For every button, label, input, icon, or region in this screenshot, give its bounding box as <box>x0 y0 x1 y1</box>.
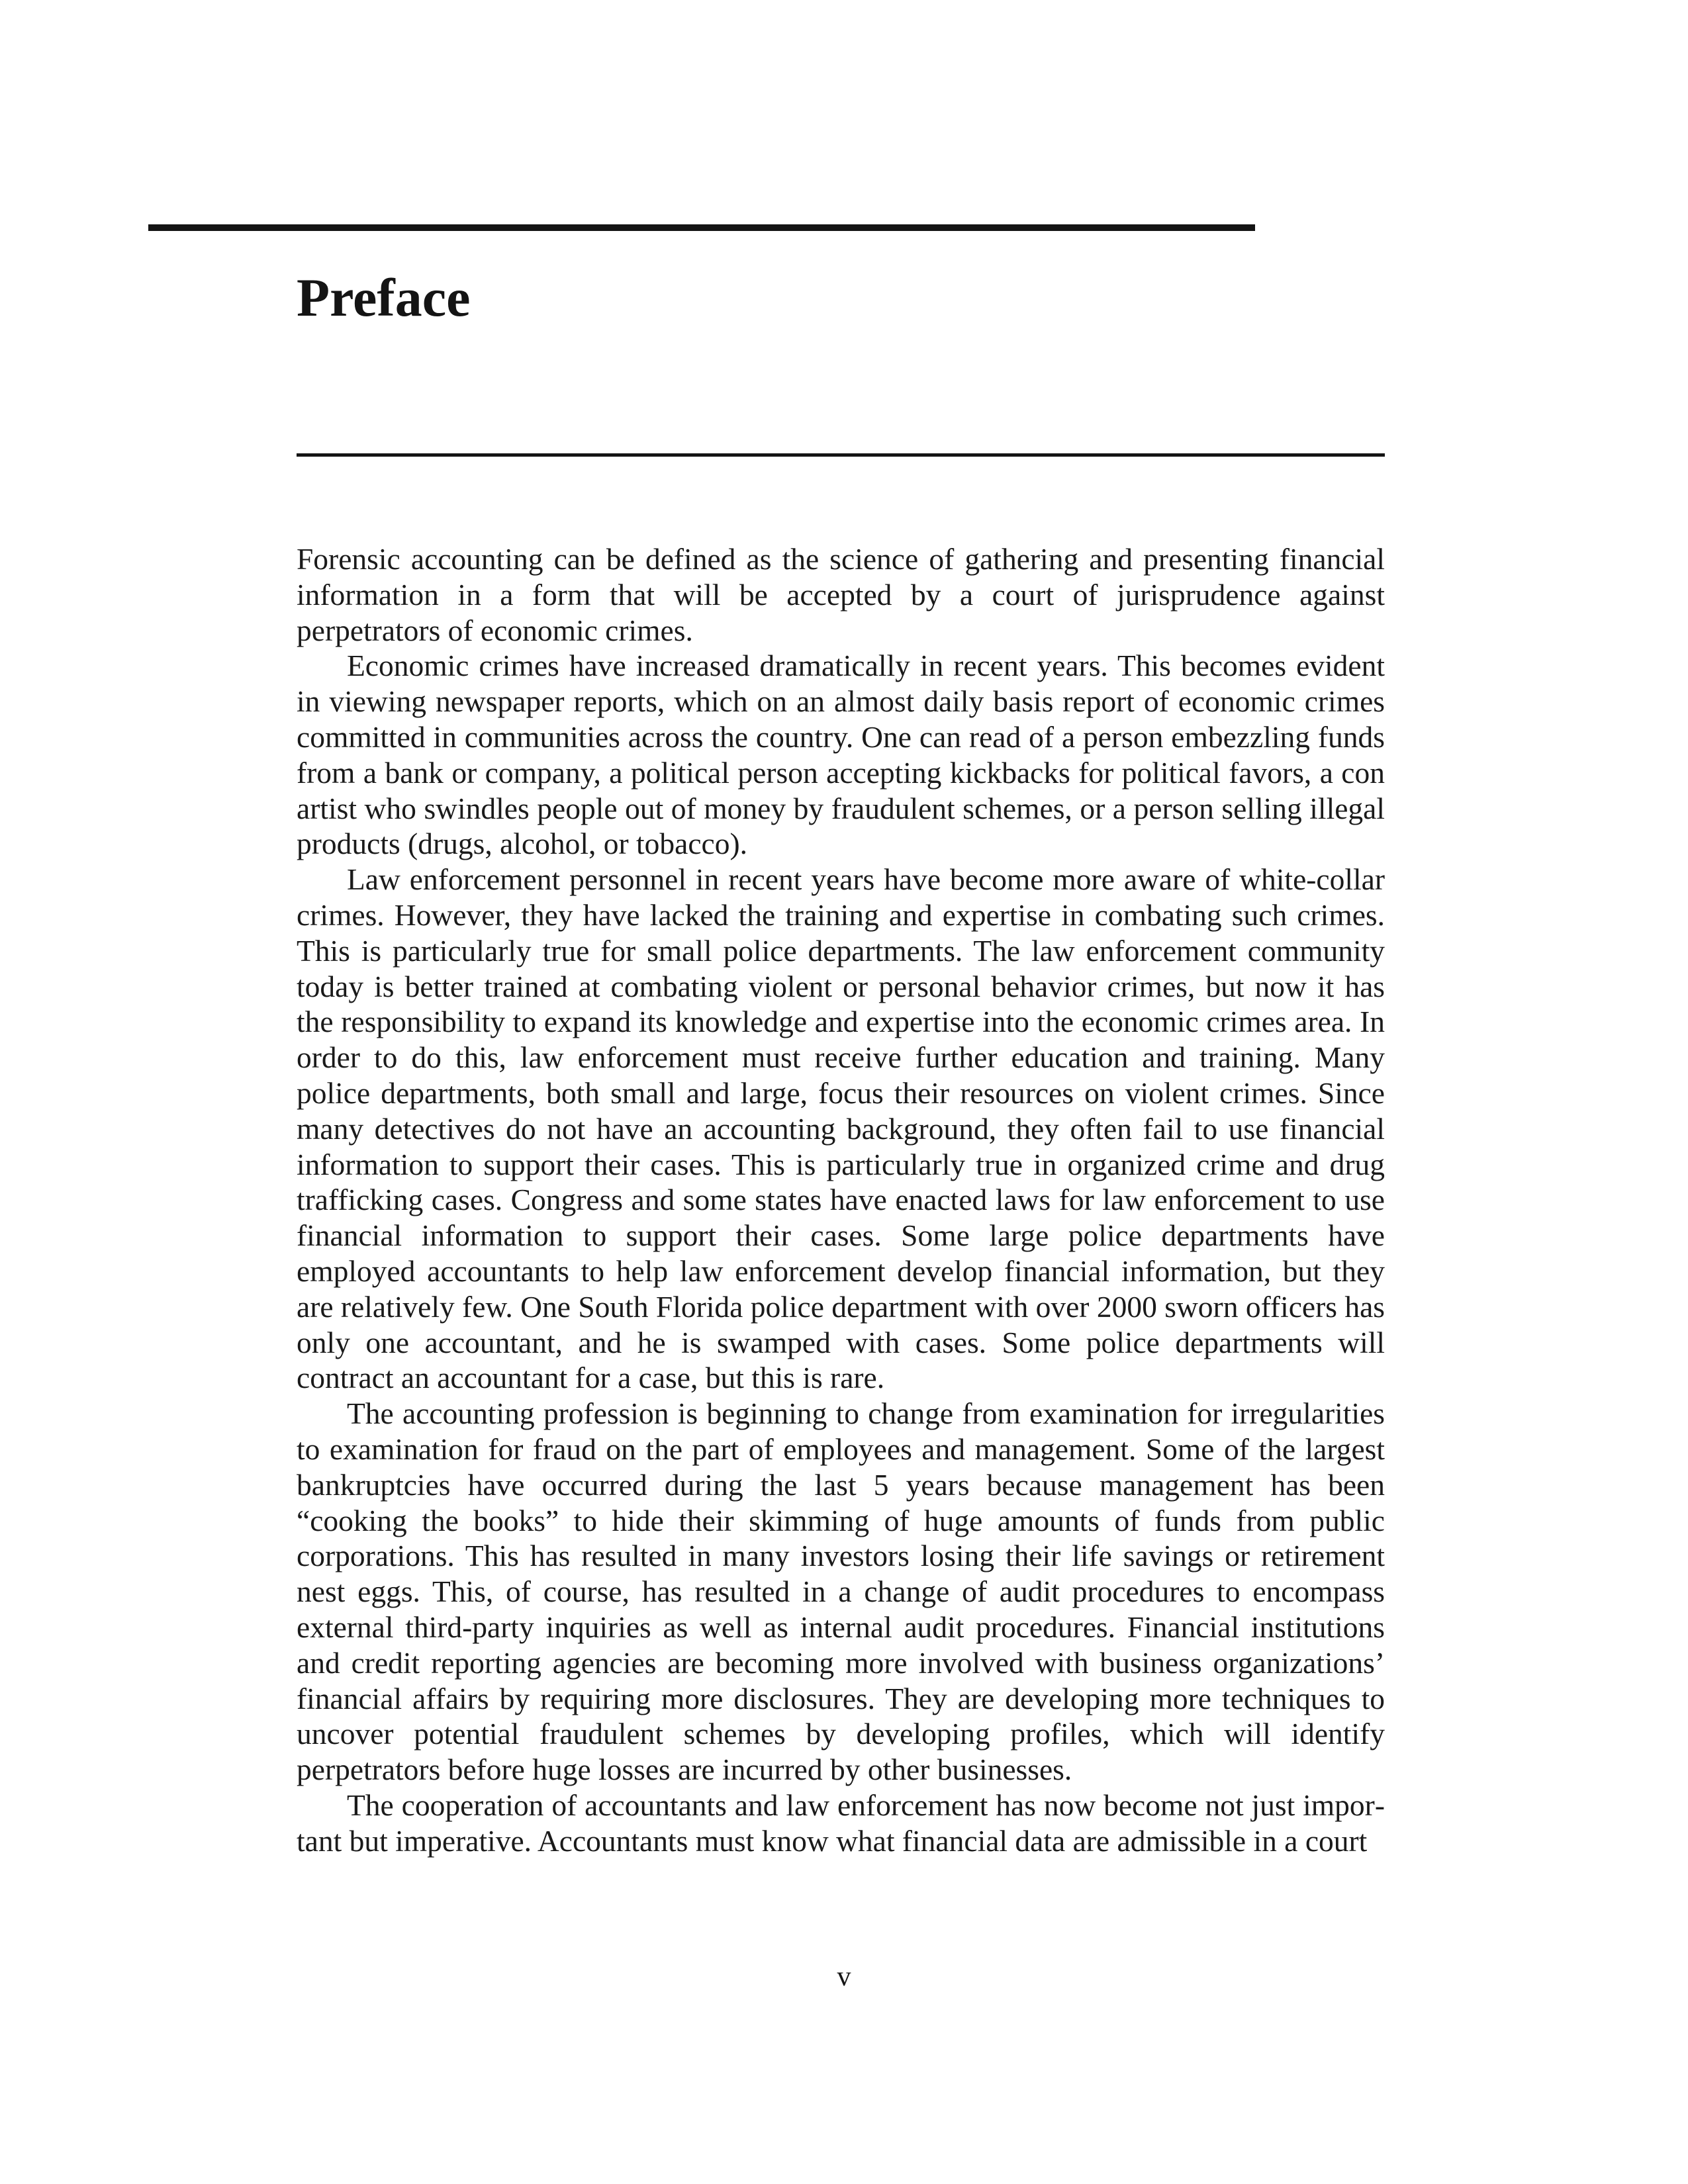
page-number: v <box>837 1962 851 1992</box>
paragraph-economic-crimes: Economic crimes have increased dramatically in recent years. This becomes evident in viewing newspaper reports, which on an almost daily basis report of economic crimes committed in communities across the country. One can read of a person embezzling funds from a bank or company, a political person accepting kickbacks for political favors, a con artist who swindles people out of money by fraudulent schemes, or a person selling illegal products (drugs, alcohol, or tobacco). <box>297 649 1385 861</box>
top-rule <box>148 224 1255 231</box>
paragraph-accounting-profession: The accounting profession is beginning to change from examination for irregularities to examination for fraud on the part of employees and management. Some of the largest bankruptcies have occurred during the last 5 years because management has been “cooking the books” to hide their skimming of huge amounts of funds from public corporations. This has resulted in many investors losing their life savings or retirement nest eggs. This, of course, has resulted in a change of audit procedures to encompass external third-party inquiries as well as internal audit procedures. Financial institutions and credit reporting agencies are becoming more involved with business organizations’ financial affairs by requiring more disclosures. They are developing more techniques to uncover potential fraudulent schemes by developing profiles, which will identify perpetrators before huge losses are incurred by other businesses. <box>297 1396 1385 1787</box>
chapter-title: Preface <box>297 267 471 328</box>
paragraph-definition: Forensic accounting can be defined as the science of gathering and presenting financial information in a form that will be accepted by a court of jurisprudence against perpetrators of economic crimes. <box>297 542 1385 647</box>
title-rule <box>297 453 1385 457</box>
paragraph-law-enforcement: Law enforcement personnel in recent years have become more aware of white-collar crimes. However, they have lacked the training and expertise in combating such crimes. This is particularly true for small police departments. The law enforcement community today is better trained at combating violent or personal behavior crimes, but now it has the responsibility to expand its knowledge and expertise into the economic crimes area. In order to do this, law enforcement must receive further education and training. Many police departments, both small and large, focus their resources on violent crimes. Since many detectives do not have an accounting background, they often fail to use financial information to support their cases. This is particularly true in organized crime and drug trafficking cases. Congress and some states have enacted laws for law enforcement to use financial information to support their cases. Some large police departments have employed accountants to help law enforcement develop financial information, but they are relatively few. One South Florida police department with over 2000 sworn officers has only one accountant, and he is swamped with cases. Some police departments will contract an accountant for a case, but this is rare. <box>297 862 1385 1395</box>
body-text <box>297 541 1385 1858</box>
paragraph-cooperation: The cooperation of accountants and law enforcement has now become not just important but imperative. Accountants must know what financial data are admissible in a court <box>297 1788 1385 1858</box>
